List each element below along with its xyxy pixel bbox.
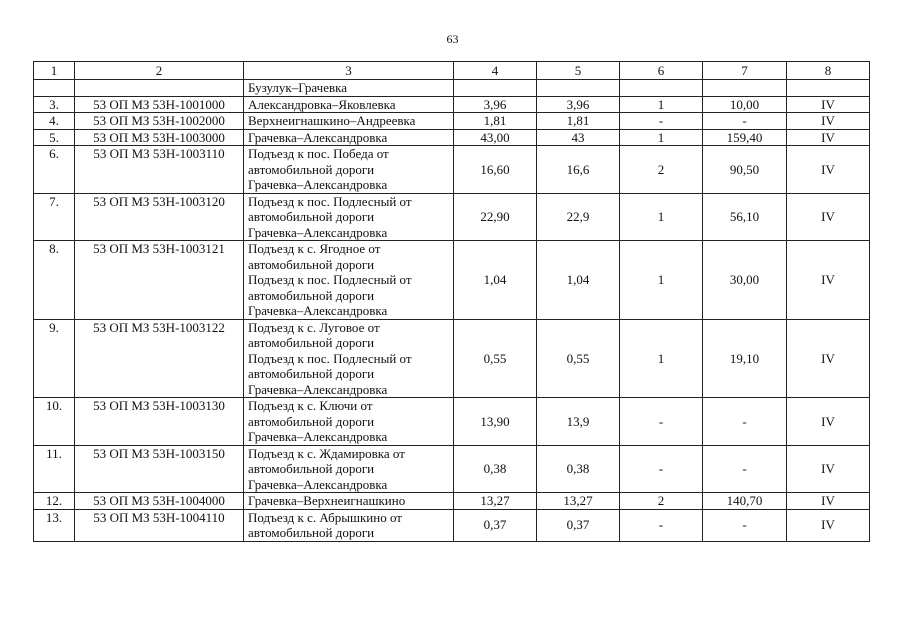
value-col8: IV [787, 493, 870, 510]
road-code: 53 ОП МЗ 53Н-1003150 [75, 445, 244, 493]
table-row [34, 113, 870, 130]
road-name [244, 146, 454, 194]
value-col6: 1 [620, 129, 703, 146]
value-col4: 0,55 [454, 319, 537, 398]
table-row [34, 398, 870, 446]
value-col7: - [703, 509, 787, 541]
road-code: 53 ОП МЗ 53Н-1003122 [75, 319, 244, 398]
value-col7: - [703, 398, 787, 446]
road-code: 53 ОП МЗ 53Н-1002000 [75, 113, 244, 130]
value-col6: 1 [620, 96, 703, 113]
road-name [244, 129, 454, 146]
value-col8: IV [787, 445, 870, 493]
road-name [244, 509, 454, 541]
column-number-row [34, 62, 870, 80]
road-name [244, 398, 454, 446]
value-col4: 1,04 [454, 241, 537, 320]
value-col7: - [703, 445, 787, 493]
road-name-line: автомобильной дороги [248, 209, 375, 224]
road-name [244, 113, 454, 130]
road-code: 53 ОП МЗ 53Н-1003120 [75, 193, 244, 241]
road-name-line: автомобильной дороги [248, 256, 375, 272]
value-col8: IV [787, 193, 870, 241]
row-number: 9. [34, 319, 75, 398]
value-col8: IV [787, 113, 870, 130]
row-number: 13. [34, 509, 75, 541]
road-name-line: Подъезд к с. Абрышкино от [248, 509, 402, 525]
road-name-line: автомобильной дороги [248, 366, 375, 381]
column-header: 7 [703, 62, 787, 80]
road-name-line: Грачевка–Александровка [248, 224, 388, 240]
value-col4: 13,90 [454, 398, 537, 446]
value-col6: - [620, 445, 703, 493]
road-name-line: Подъезд к пос. Подлесный от [248, 350, 412, 366]
table-row [34, 319, 870, 398]
value-col8: IV [787, 319, 870, 398]
value-col5: 0,37 [537, 509, 620, 541]
road-name-line: Александровка–Яковлевка [248, 96, 396, 112]
road-name [244, 193, 454, 241]
row-number: 6. [34, 146, 75, 194]
road-name-line: Подъезд к с. Луговое от [248, 319, 380, 335]
value-col4: 1,81 [454, 113, 537, 130]
row-number: 10. [34, 398, 75, 446]
value-col6: 2 [620, 493, 703, 510]
road-name-line: Грачевка–Александровка [248, 381, 388, 397]
value-col4: 13,27 [454, 493, 537, 510]
road-name-line: Грачевка–Александровка [248, 129, 388, 145]
road-name-line: Подъезд к с. Ягодное от [248, 241, 381, 256]
road-name-line: автомобильной дороги [248, 335, 375, 350]
table-row [34, 241, 870, 320]
value-col4: 0,38 [454, 445, 537, 493]
value-col7: 56,10 [703, 193, 787, 241]
road-name-line: Верхнеигнашкино–Андреевка [248, 113, 416, 128]
value-col5: 1,81 [537, 113, 620, 130]
value-col7: 159,40 [703, 129, 787, 146]
road-code: 53 ОП МЗ 53Н-1004000 [75, 493, 244, 510]
road-name [244, 493, 454, 510]
value-col6: 1 [620, 193, 703, 241]
road-name [244, 445, 454, 493]
value-col6: 1 [620, 241, 703, 320]
value-col7: 30,00 [703, 241, 787, 320]
value-col8: IV [787, 96, 870, 113]
table-row [34, 96, 870, 113]
table-row [34, 509, 870, 541]
road-code: 53 ОП МЗ 53Н-1003000 [75, 129, 244, 146]
road-name-line: Подъезд к пос. Победа от [248, 146, 389, 161]
column-header: 4 [454, 62, 537, 80]
road-name-line: автомобильной дороги [248, 413, 375, 429]
table-row [34, 445, 870, 493]
value-col5: 43 [537, 129, 620, 146]
value-col6: 2 [620, 146, 703, 194]
value-col8: IV [787, 146, 870, 194]
value-col4: 43,00 [454, 129, 537, 146]
road-name-line: Грачевка–Александровка [248, 303, 388, 318]
table-row [34, 146, 870, 194]
row-number: 12. [34, 493, 75, 510]
value-col8: IV [787, 509, 870, 541]
row-number: 3. [34, 96, 75, 113]
value-col7: 19,10 [703, 319, 787, 398]
road-name: Бузулук–Грачевка [244, 80, 454, 97]
value-col4: 0,37 [454, 509, 537, 541]
table-row [34, 493, 870, 510]
value-col4: 3,96 [454, 96, 537, 113]
road-name-line: Подъезд к с. Ждамировка от [248, 445, 405, 461]
page-number: 63 [446, 32, 459, 46]
column-header: 2 [75, 62, 244, 80]
value-col8: IV [787, 398, 870, 446]
road-code: 53 ОП МЗ 53Н-1001000 [75, 96, 244, 113]
column-header: 1 [34, 62, 75, 80]
value-col6: 1 [620, 319, 703, 398]
row-number: 8. [34, 241, 75, 320]
table-row [34, 193, 870, 241]
road-name-line: Грачевка–Александровка [248, 429, 388, 444]
value-col5: 13,9 [537, 398, 620, 446]
road-code: 53 ОП МЗ 53Н-1003130 [75, 398, 244, 446]
value-col7: 10,00 [703, 96, 787, 113]
column-header: 3 [244, 62, 454, 80]
value-col5: 0,38 [537, 445, 620, 493]
table-row [34, 129, 870, 146]
value-col4: 22,90 [454, 193, 537, 241]
road-name-line: Подъезд к пос. Подлесный от [248, 193, 412, 209]
road-name-line: автомобильной дороги [248, 161, 375, 177]
column-header: 5 [537, 62, 620, 80]
roads-table [33, 61, 870, 542]
row-number: 5. [34, 129, 75, 146]
value-col5: 13,27 [537, 493, 620, 510]
row-number: 4. [34, 113, 75, 130]
row-number: 7. [34, 193, 75, 241]
road-name-line: автомобильной дороги [248, 461, 375, 476]
value-col5: 1,04 [537, 241, 620, 320]
road-name [244, 241, 454, 320]
value-col8: IV [787, 241, 870, 320]
value-col7: 90,50 [703, 146, 787, 194]
road-code: 53 ОП МЗ 53Н-1003121 [75, 241, 244, 320]
value-col8: IV [787, 129, 870, 146]
road-code: 53 ОП МЗ 53Н-1004110 [75, 509, 244, 541]
value-col6: - [620, 398, 703, 446]
value-col5: 22,9 [537, 193, 620, 241]
road-name-line: Подъезд к пос. Подлесный от [248, 272, 412, 287]
road-name-line: Грачевка–Александровка [248, 177, 388, 192]
value-col4: 16,60 [454, 146, 537, 194]
road-name-line: автомобильной дороги [248, 287, 375, 303]
road-name-line: Подъезд к с. Ключи от [248, 398, 373, 413]
road-name [244, 319, 454, 398]
value-col6: - [620, 509, 703, 541]
value-col5: 16,6 [537, 146, 620, 194]
road-name [244, 96, 454, 113]
road-code: 53 ОП МЗ 53Н-1003110 [75, 146, 244, 194]
column-header: 8 [787, 62, 870, 80]
road-name-line: автомобильной дороги [248, 525, 375, 540]
value-col7: - [703, 113, 787, 130]
column-header: 6 [620, 62, 703, 80]
row-number: 11. [34, 445, 75, 493]
road-name-line: Грачевка–Александровка [248, 476, 388, 492]
value-col5: 0,55 [537, 319, 620, 398]
value-col5: 3,96 [537, 96, 620, 113]
value-col7: 140,70 [703, 493, 787, 510]
value-col6: - [620, 113, 703, 130]
continuation-row [34, 80, 870, 97]
road-name-line: Грачевка–Верхнеигнашкино [248, 493, 406, 508]
